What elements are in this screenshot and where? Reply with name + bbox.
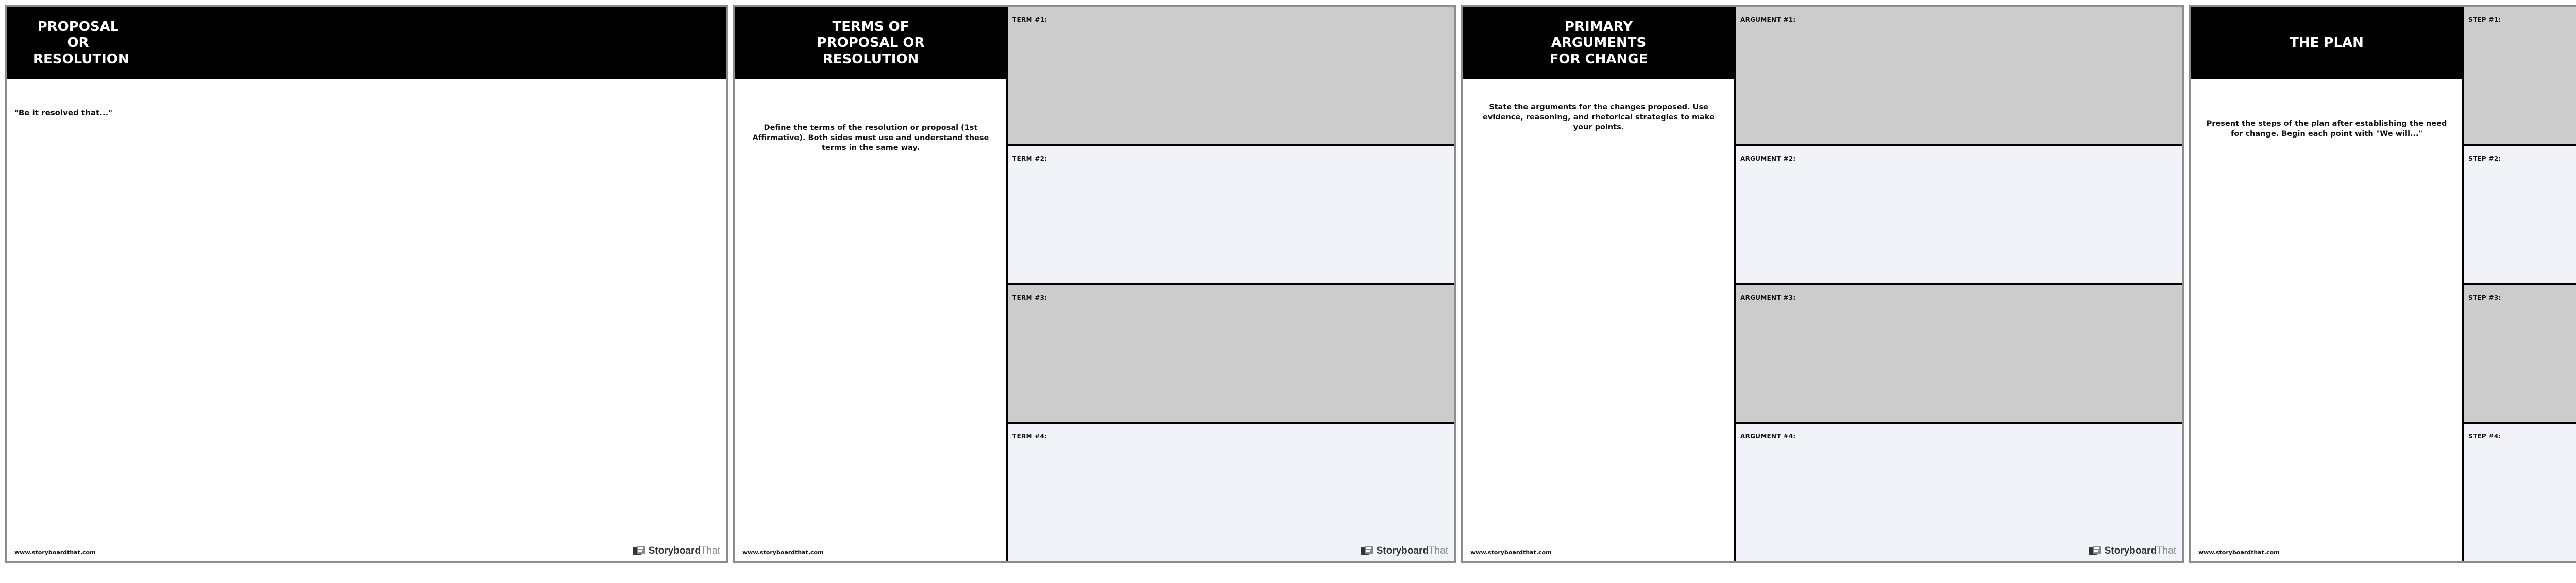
argument-label-4: ARGUMENT #4:: [1740, 433, 1796, 440]
brand-name-story: Storyboard: [1376, 545, 1429, 556]
step-label-2: STEP #2:: [2468, 155, 2501, 162]
cell-title-bar: [7, 7, 726, 79]
site-url: www.storyboardthat.com: [742, 549, 824, 556]
brand-name-story: Storyboard: [648, 545, 701, 556]
site-url: www.storyboardthat.com: [14, 549, 96, 556]
term-box-1[interactable]: [1008, 7, 1454, 146]
storyboardthat-logo: [2089, 545, 2176, 557]
cell-instructions: Define the terms of the resolution or proposal (1st Affirmative). Both sides must use and understand these terms in the same way.: [752, 124, 989, 152]
cell-title: TERMS OF PROPOSAL OR RESOLUTION: [817, 19, 925, 67]
term-label-4: TERM #4:: [1012, 433, 1047, 440]
storyboardthat-logo: [1361, 545, 1448, 557]
storyboard-cell-plan: [2189, 5, 2576, 563]
cell-instructions: Present the steps of the plan after establishing the need for change. Begin each point with "We will...": [2206, 119, 2447, 138]
cell-title-bar: [1463, 7, 1734, 79]
cell-instructions: "Be it resolved that...": [14, 108, 113, 117]
brand-name-that: That: [700, 545, 720, 556]
step-box-3[interactable]: [2464, 285, 2576, 424]
cell-right-grid: [1008, 7, 1454, 561]
cell-title: THE PLAN: [2290, 35, 2364, 51]
cell-title-bar: [2191, 7, 2462, 79]
storyboard-cell-proposal: [5, 5, 728, 563]
step-label-3: STEP #3:: [2468, 294, 2501, 301]
storyboard-cell-arguments: [1461, 5, 2184, 563]
argument-box-2[interactable]: [1736, 146, 2182, 285]
argument-label-2: ARGUMENT #2:: [1740, 155, 1796, 162]
step-label-1: STEP #1:: [2468, 16, 2501, 23]
site-url: www.storyboardthat.com: [1470, 549, 1552, 556]
cell-right-grid: [2464, 7, 2576, 561]
cell-title: PROPOSAL OR RESOLUTION: [33, 19, 129, 67]
step-label-4: STEP #4:: [2468, 433, 2501, 440]
term-box-2[interactable]: [1008, 146, 1454, 285]
argument-box-4[interactable]: [1736, 424, 2182, 561]
cell-title-bar: [735, 7, 1006, 79]
term-label-3: TERM #3:: [1012, 294, 1047, 301]
storyboard-cell-terms: [733, 5, 1456, 563]
step-box-1[interactable]: [2464, 7, 2576, 146]
cell-left-column: [2191, 7, 2464, 561]
term-box-4[interactable]: [1008, 424, 1454, 561]
storyboard-logo-icon: [633, 545, 646, 557]
storyboard-logo-icon: [2089, 545, 2102, 557]
step-box-2[interactable]: [2464, 146, 2576, 285]
cell-left-column: [1463, 7, 1736, 561]
site-url: www.storyboardthat.com: [2198, 549, 2280, 556]
term-box-3[interactable]: [1008, 285, 1454, 424]
argument-label-1: ARGUMENT #1:: [1740, 16, 1796, 23]
step-box-4[interactable]: [2464, 424, 2576, 561]
cell-left-column: [735, 7, 1008, 561]
cell-right-grid: [1736, 7, 2182, 561]
brand-name-that: That: [2156, 545, 2176, 556]
storyboardthat-logo: [633, 545, 720, 557]
brand-name-story: Storyboard: [2104, 545, 2157, 556]
term-label-2: TERM #2:: [1012, 155, 1047, 162]
argument-box-1[interactable]: [1736, 7, 2182, 146]
brand-name-that: That: [1428, 545, 1448, 556]
argument-box-3[interactable]: [1736, 285, 2182, 424]
cell-title: PRIMARY ARGUMENTS FOR CHANGE: [1549, 19, 1648, 67]
storyboard-logo-icon: [1361, 545, 1374, 557]
term-label-1: TERM #1:: [1012, 16, 1047, 23]
argument-label-3: ARGUMENT #3:: [1740, 294, 1796, 301]
cell-instructions: State the arguments for the changes proposed. Use evidence, reasoning, and rhetorical strategies to make your points.: [1483, 103, 1715, 132]
